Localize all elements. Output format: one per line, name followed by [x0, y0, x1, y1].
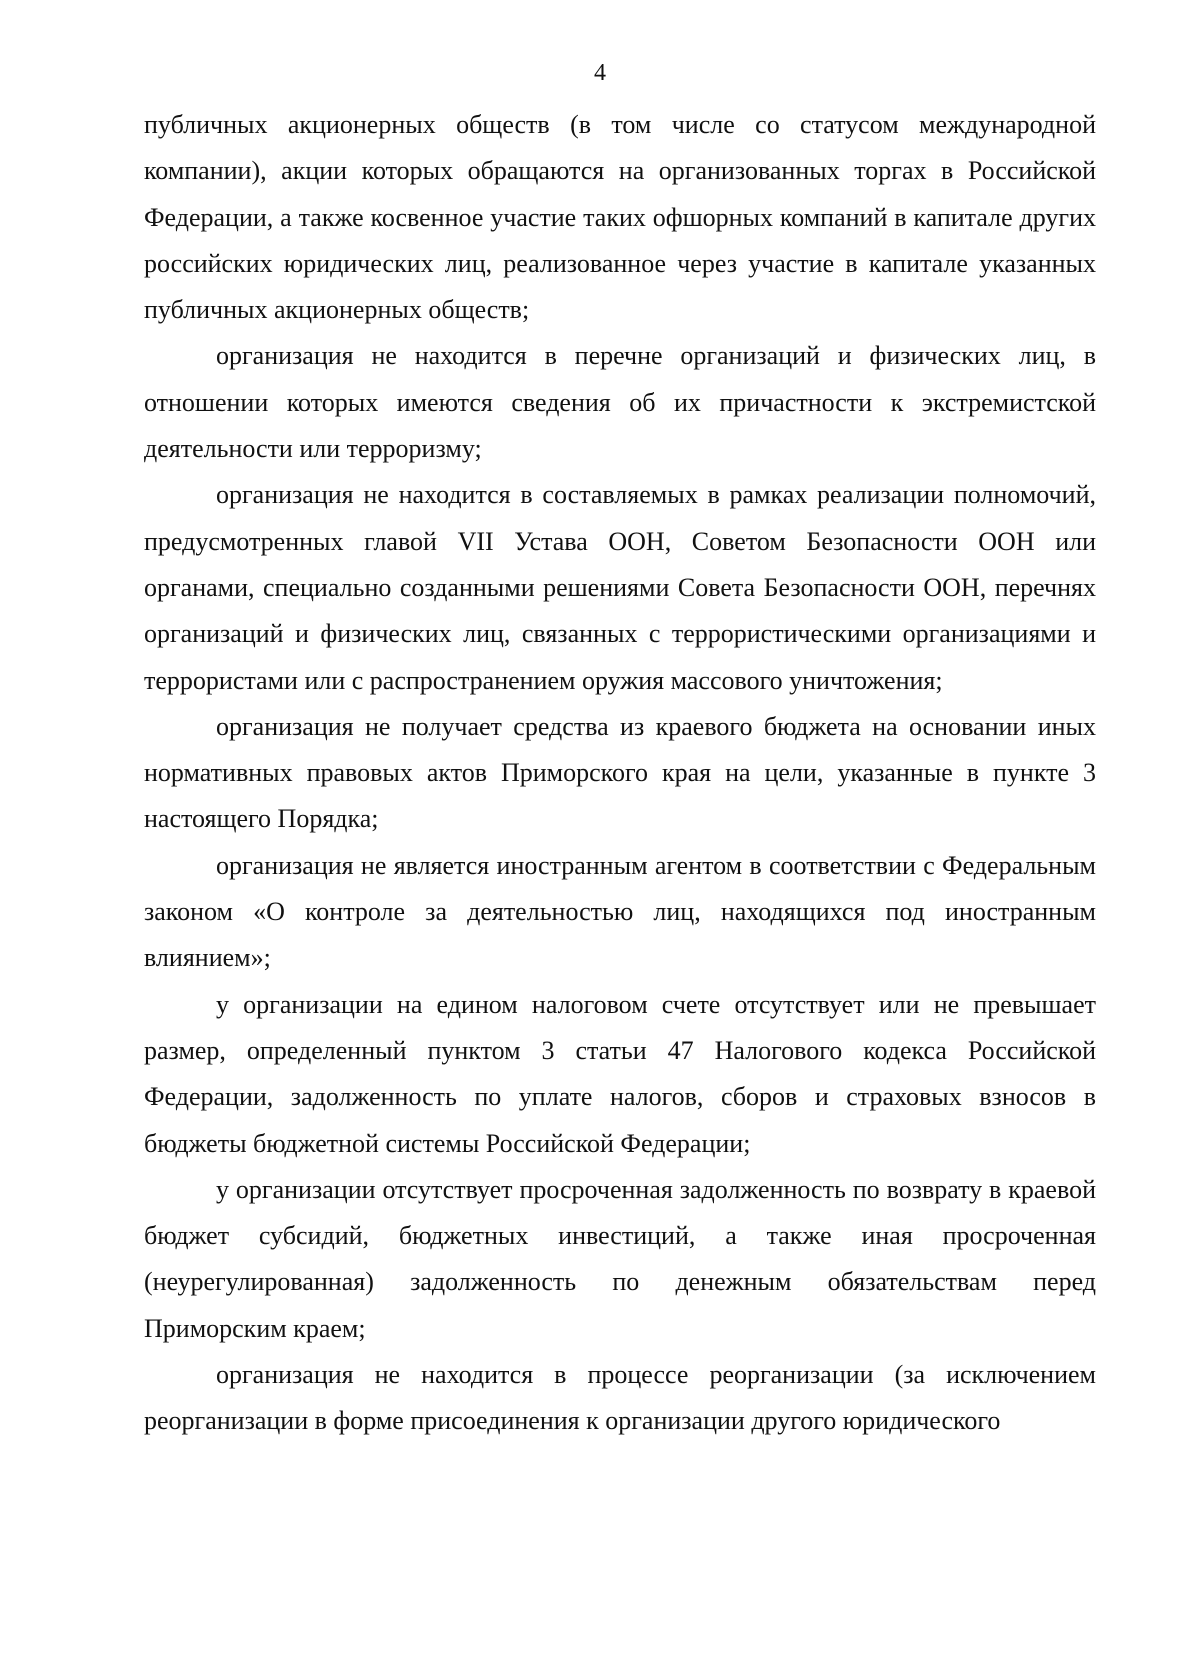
paragraph-continuation: публичных акционерных обществ (в том числе со статусом международной компании), акции которых обращаются на организованных торгах в Российской Федерации, а также косвенное участие таких офшорных компаний в капитале других российских юридических лиц, реализованное через участие в капитале указанных публичных акционерных обществ;: [144, 110, 1096, 325]
paragraph-un-sanctions-list: организация не находится в составляемых в рамках реализации полномочий, предусмотренных главой VII Устава ООН, Советом Безопасности ООН или органами, специально созданными решениями Совета Безопасности ООН, перечнях организаций и физических лиц, связанных с террористическими организациями и террористами или с распространением оружия массового уничтожения;: [144, 480, 1096, 695]
paragraph-tax-debt: у организации на едином налоговом счете отсутствует или не превышает размер, определенный пунктом 3 статьи 47 Налогового кодекса Российской Федерации, задолженность по уплате налогов, сборов и страховых взносов в бюджеты бюджетной системы Российской Федерации;: [144, 989, 1096, 1158]
paragraph-reorganization: организация не находится в процессе реорганизации (за исключением реорганизации в форме присоединения к организации другого юридического: [144, 1360, 1096, 1436]
paragraph-not-foreign-agent: организация не является иностранным агентом в соответствии с Федеральным законом «О контроле за деятельностью лиц, находящихся под иностранным влиянием»;: [144, 850, 1096, 973]
paragraph-overdue-debt: у организации отсутствует просроченная задолженность по возврату в краевой бюджет субсидий, бюджетных инвестиций, а также иная просроченная (неурегулированная) задолженность по денежным обязательствам перед Приморским краем;: [144, 1174, 1096, 1343]
document-body: [144, 102, 1096, 1445]
paragraph-no-regional-budget-funds: организация не получает средства из краевого бюджета на основании иных нормативных правовых актов Приморского края на цели, указанные в пункте 3 настоящего Порядка;: [144, 711, 1096, 834]
paragraph-extremism-list: организация не находится в перечне организаций и физических лиц, в отношении которых имеются сведения об их причастности к экстремистской деятельности или терроризму;: [144, 341, 1096, 464]
page-number: 4: [594, 60, 606, 86]
